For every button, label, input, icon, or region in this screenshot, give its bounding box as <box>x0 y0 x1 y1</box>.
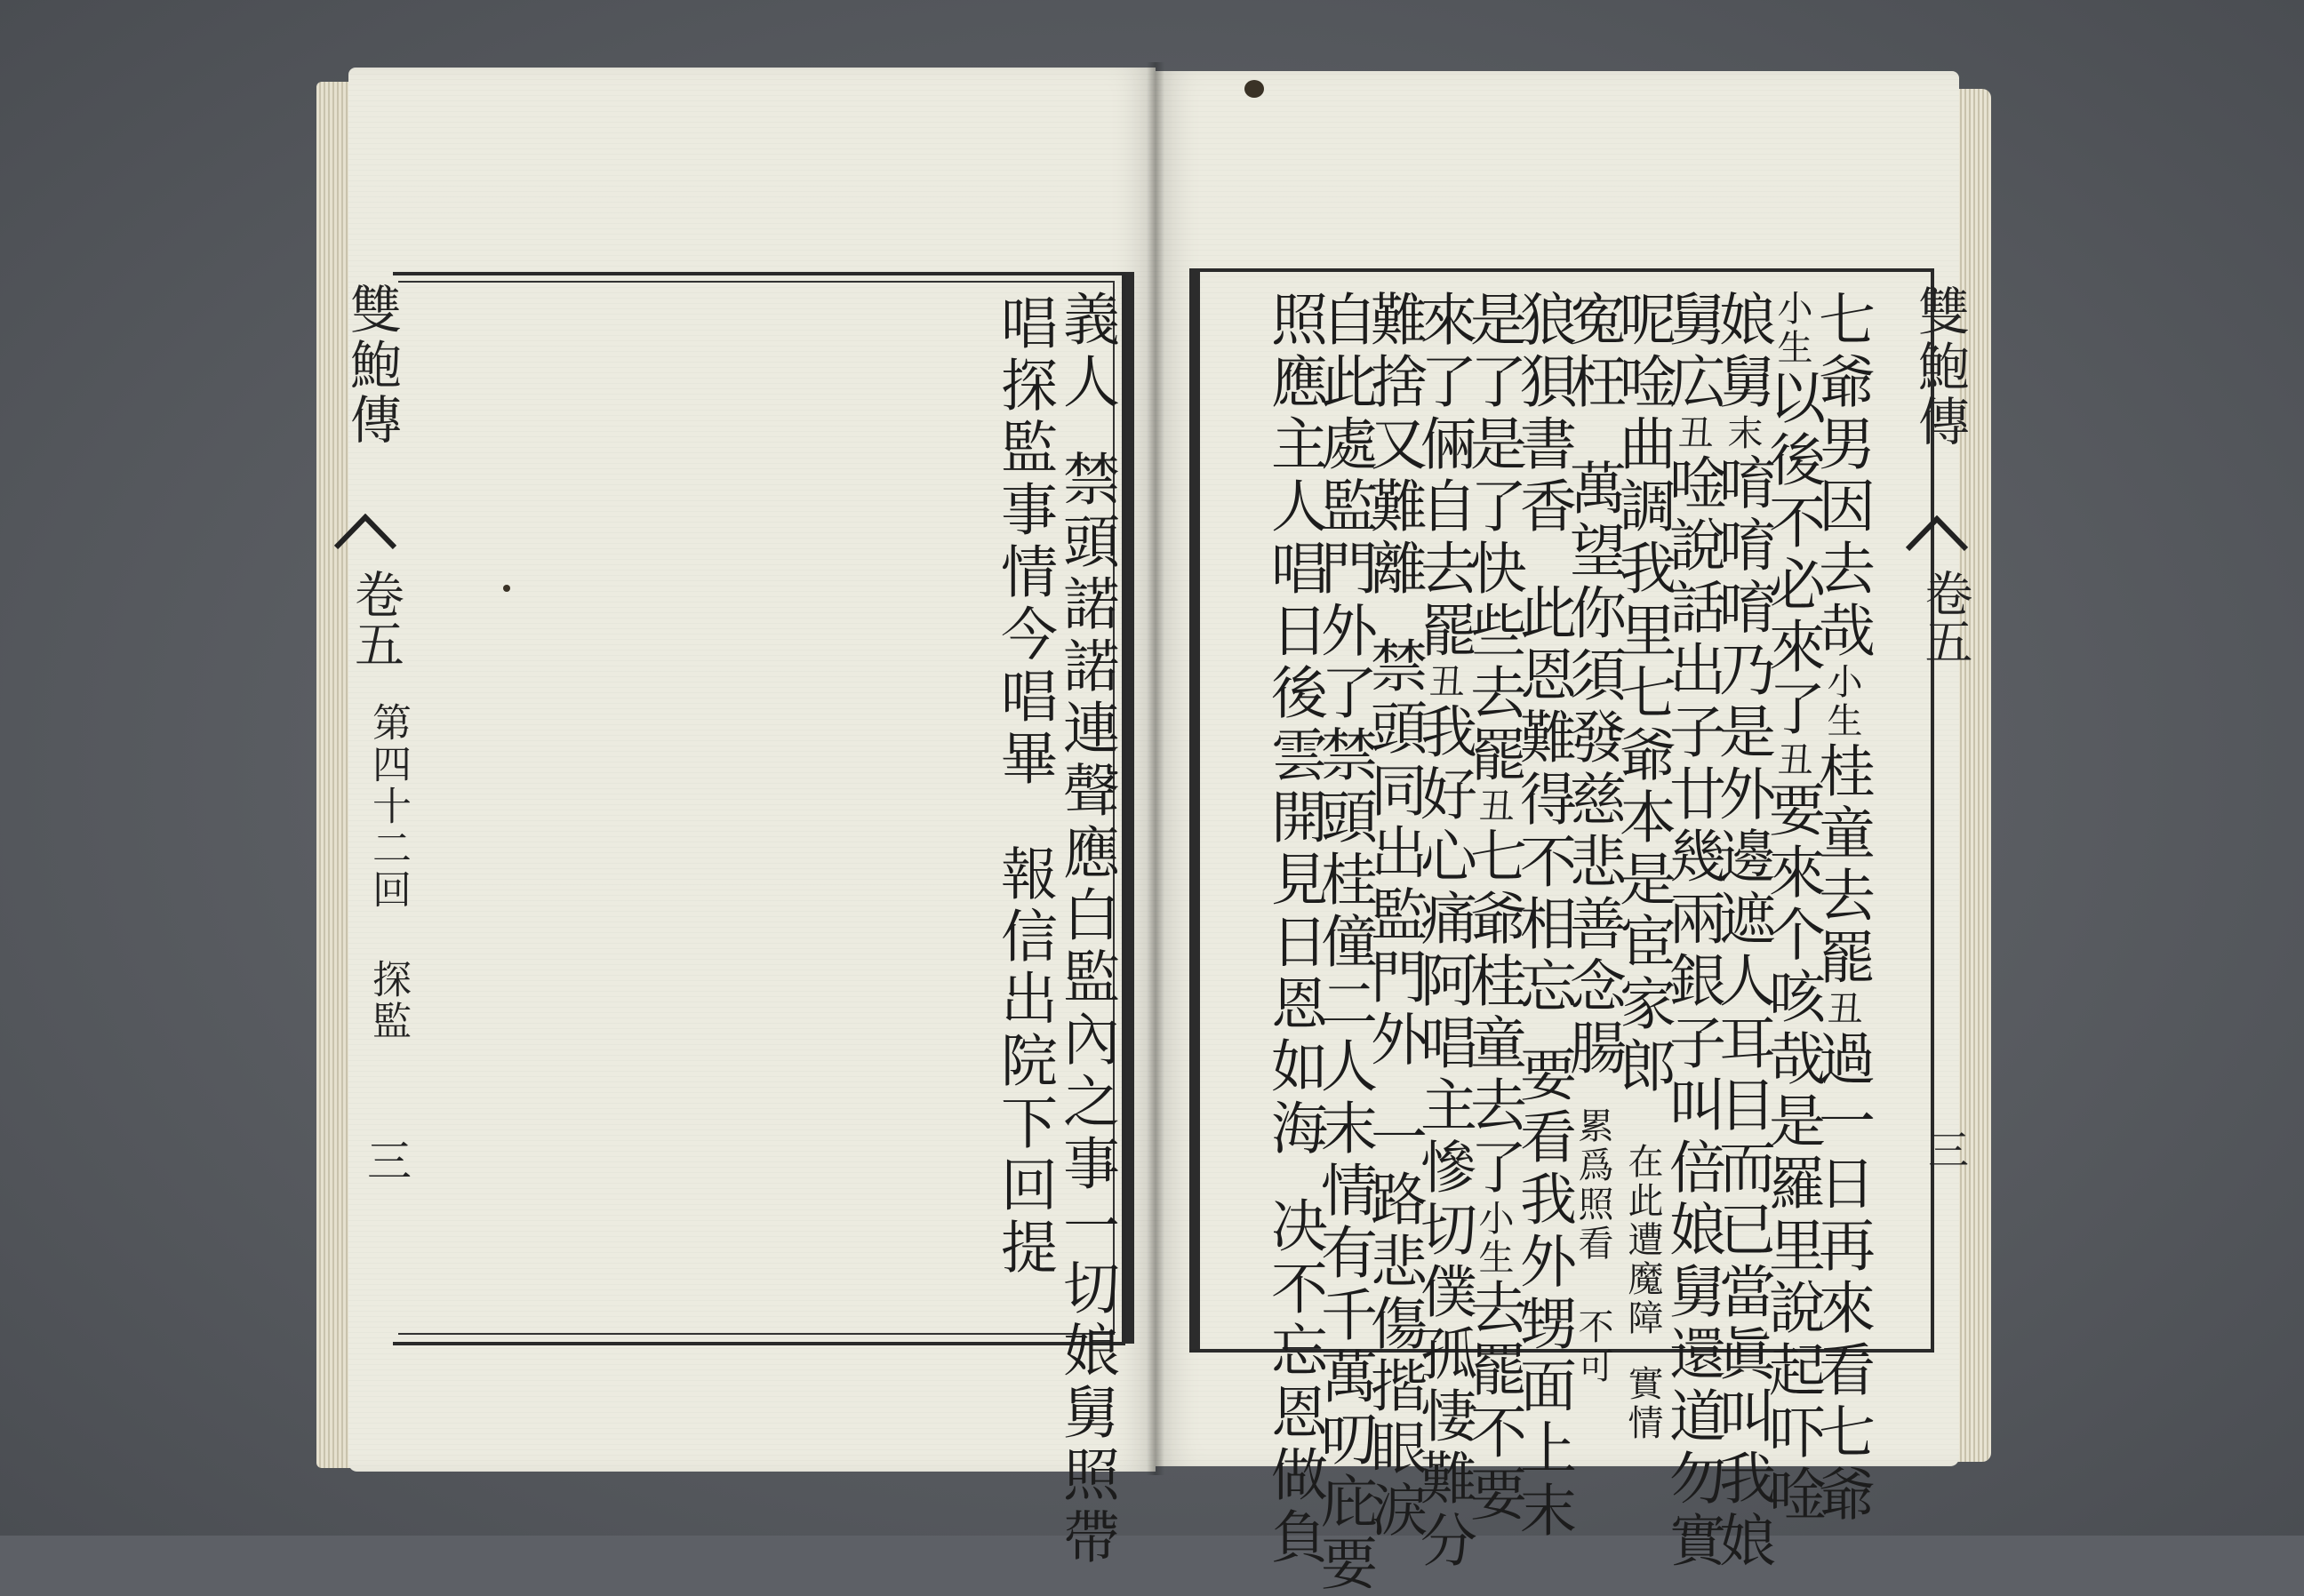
column-segment: 實情 <box>1622 1365 1663 1443</box>
speaker-tag: 末 <box>1722 414 1763 453</box>
column-segment: 累爲照看 不可 <box>1572 1107 1613 1386</box>
column-segment: 唱日後雲開見日恩如海 <box>1261 539 1327 1161</box>
speaker-tag: 丑 <box>1821 990 1862 1029</box>
column-segment: 自此處監門外了禁頭桂僮二人末情有千萬叨庇要 <box>1311 290 1377 1596</box>
column-segment: 要來个咳哉是羅里說起吓唫 <box>1759 780 1825 1527</box>
column-segment: 禁頭同出監門外 <box>1361 636 1427 1072</box>
left-margin-title: 雙鮑傳 <box>341 283 402 448</box>
fish-tail-mark-left <box>334 514 396 549</box>
speaker-tag: 小生 <box>1473 1200 1514 1278</box>
column-segment: 在此遭魔障 <box>1622 1143 1663 1338</box>
column-segment: 舅広 <box>1660 290 1725 414</box>
column-segment: 來了倆自去罷 <box>1411 290 1476 663</box>
column-body: 報信出院下回提 <box>991 844 1057 1280</box>
column-head: 義人 <box>1053 290 1119 414</box>
column-segment: 難捨又難離 <box>1361 290 1427 601</box>
right-margin-title: 雙鮑傳 <box>1909 284 1970 450</box>
column-segment: 七爺桂童去了 <box>1460 826 1526 1200</box>
left-margin-volume: 卷五 <box>347 569 404 668</box>
column-segment: 萬望你須發慈悲善念腸 <box>1560 459 1626 1081</box>
left-text-column-2 <box>991 293 1057 1280</box>
column-segment: 呢唫曲調我里七爺本是宦家郎 <box>1610 290 1676 1098</box>
speaker-tag: 丑 <box>1473 787 1514 826</box>
column-segment: 要看我外甥面上末 <box>1510 1045 1576 1543</box>
book-gutter <box>1147 62 1164 1475</box>
column-segment: 主慘切僕孤悽難分 <box>1411 1075 1476 1573</box>
column-segment: 照應主人 <box>1261 290 1327 539</box>
left-text-column-1 <box>1053 290 1119 1569</box>
column-segment: 七爺男因去哉 <box>1809 290 1875 663</box>
column-segment: 寃枉 <box>1560 290 1626 414</box>
column-segment: 唷唷唷乃是外邊遮人耳目而已當眞叫我娘 <box>1709 453 1775 1573</box>
column-segment: 狼狽書香 <box>1510 290 1576 539</box>
right-margin-volume: 卷五 <box>1917 569 1973 665</box>
column-segment: 决不忘恩做負 <box>1261 1196 1327 1569</box>
right-margin-page-number: 三 <box>1922 1129 1970 1169</box>
column-segment: 過一日再來看七爺 <box>1809 1029 1875 1527</box>
column-segment: 以後不必來了 <box>1759 368 1825 741</box>
column-segment: 是了是了快些去罷 <box>1460 290 1526 787</box>
speaker-tag: 丑 <box>1672 414 1713 453</box>
speaker-tag: 小生 <box>1772 290 1812 368</box>
speaker-tag: 小生 <box>1821 663 1862 741</box>
column-segment: 桂童去罷 <box>1809 741 1875 990</box>
left-margin-page-number: 三 <box>360 1137 412 1182</box>
right-text-column-12 <box>1261 290 1327 1569</box>
column-segment: 一路悲傷揩眼淚 <box>1361 1107 1427 1543</box>
left-page-frame-divider <box>1125 272 1134 1344</box>
ink-spot <box>503 585 510 592</box>
column-segment: 我好心痛阿唱 <box>1411 702 1476 1075</box>
fish-tail-mark-right <box>1906 515 1968 551</box>
column-segment: 唫說話出子廿幾兩銀子叫倍娘舅還道勿實 <box>1660 453 1725 1573</box>
speaker-tag: 丑 <box>1772 741 1812 780</box>
speaker-tag: 丑 <box>1423 663 1464 702</box>
column-head: 唱探監事情今唱畢 <box>991 293 1057 791</box>
right-page-frame-thick-edge <box>1189 268 1200 1349</box>
column-segment: 此恩難得不相忘 <box>1510 583 1576 1018</box>
left-margin-chapter: 第四十二回 探監 <box>365 702 411 1042</box>
column-body: 禁頭諾諾連聲應白監內之事一切娘舅照帶 <box>1053 450 1119 1569</box>
column-segment: 娘舅 <box>1709 290 1775 414</box>
column-segment: 去罷不要 <box>1460 1278 1526 1527</box>
ink-spot <box>1244 80 1264 98</box>
